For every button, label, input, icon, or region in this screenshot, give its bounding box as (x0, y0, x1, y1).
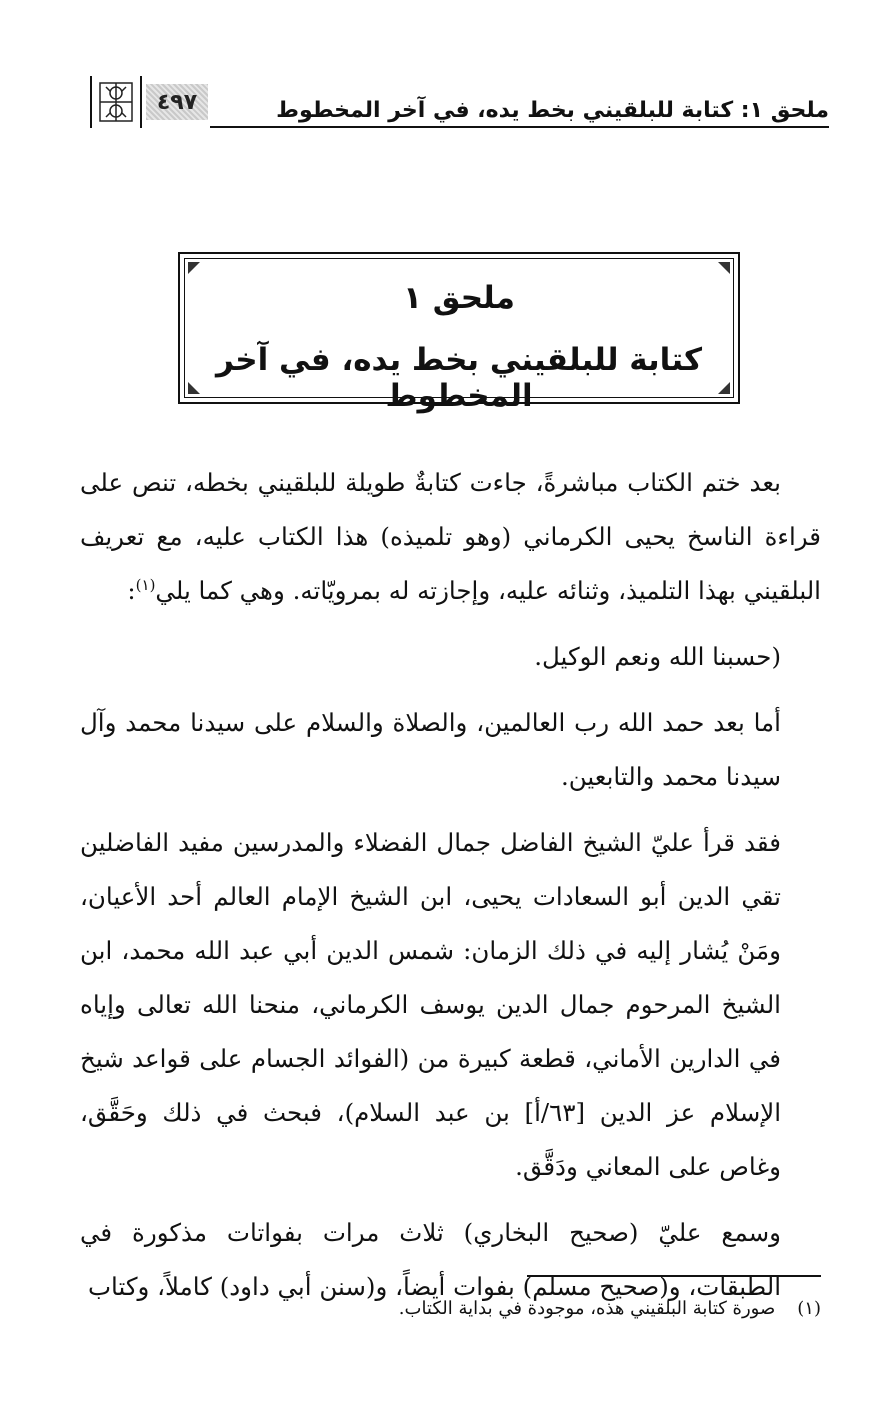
page-number: ٤٩٧ (146, 84, 208, 120)
ornament-icon (90, 76, 142, 128)
page-number-badge (90, 76, 210, 128)
footnote-text: صورة كتابة البلقيني هذه، موجودة في بداية الكتاب. (398, 1298, 776, 1319)
corner-ornament-icon (718, 262, 730, 274)
paragraph: فقد قرأ عليّ الشيخ الفاضل جمال الفضلاء والمدرسين مفيد الفاضلين تقي الدين أبو السعادات يحيى، ابن الشيخ الإمام العالم أحد الأعيان، ومَنْ يُشار إليه في ذلك الزمان: شمس الدين أبي عبد الله محمد، ابن الشيخ المرحوم جمال الدين يوسف الكرماني، منحنا الله تعالى وإياه في الدارين الأماني، قطعة كبيرة من (الفوائد الجسام على قواعد شيخ الإسلام عز الدين [٦٣/أ] بن عبد السلام)، فبحث في ذلك وحَقَّق، وغاص على المعاني ودَقَّق. (80, 828, 782, 1181)
body-text (80, 456, 821, 1326)
appendix-title: كتابة للبلقيني بخط يده، في آخر المخطوط (215, 342, 703, 414)
footnote (80, 1294, 821, 1324)
appendix-title-box (178, 252, 740, 414)
paragraph: وسمع عليّ (صحيح البخاري) ثلاث مرات بفواتات مذكورة في الطبقات، و(صحيح مسلم) بفوات أيضاً، و(سنن أبي داود) كاملاً، وكتاب (80, 1218, 781, 1301)
paragraph: أما بعد حمد الله رب العالمين، والصلاة والسلام على سيدنا محمد وآل سيدنا محمد والتابعين. (80, 708, 781, 791)
paragraph: بعد ختم الكتاب مباشرةً، جاءت كتابةٌ طويلة للبلقيني بخطه، تنص على قراءة الناسخ يحيى الكرماني (وهو تلميذه) هذا الكتاب عليه، مع تعريف البلقيني بهذا التلميذ، وثنائه عليه، وإجازته له بمرويّاته. وهي كما يلي$^{(١)}$: (80, 468, 821, 605)
footnote-ref[interactable]: (١) (135, 575, 156, 594)
paragraph: (حسبنا الله ونعم الوكيل. (534, 642, 781, 671)
header-rule (210, 126, 829, 128)
corner-ornament-icon (188, 262, 200, 274)
footnote-separator (527, 1275, 821, 1277)
header-title: ملحق ١: كتابة للبلقيني بخط يده، في آخر المخطوط (276, 98, 829, 123)
footnote-marker: (١) (797, 1298, 821, 1319)
running-header (90, 76, 829, 128)
appendix-number: ملحق ١ (403, 280, 515, 316)
